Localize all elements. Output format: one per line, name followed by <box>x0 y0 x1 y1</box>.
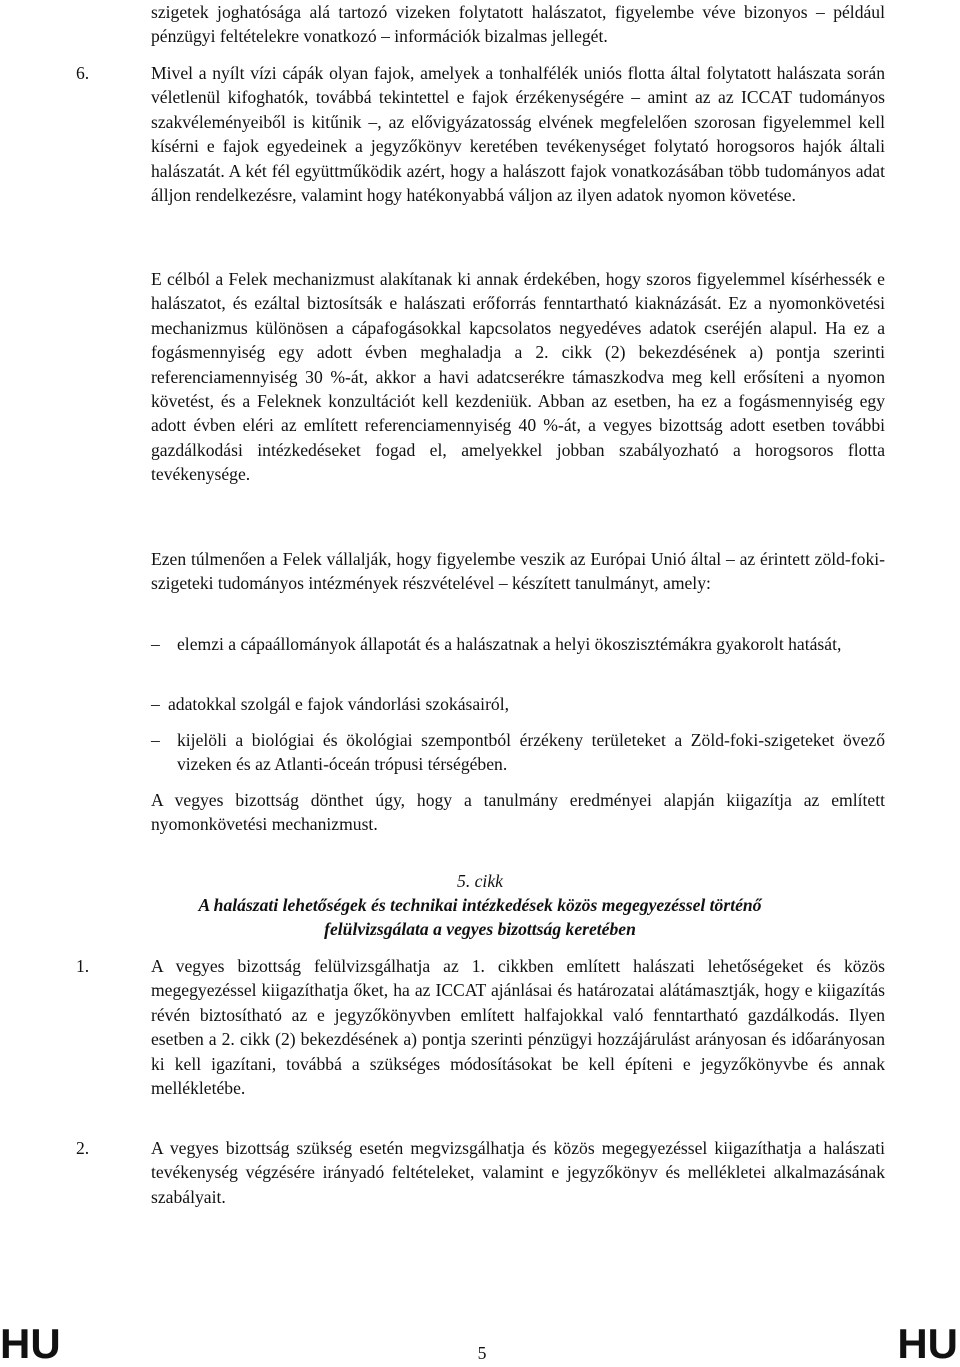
page-number: 5 <box>477 1343 487 1363</box>
language-code-right: HU <box>897 1320 958 1367</box>
article-title-line-1: A halászati lehetőségek és technikai intézkedések közös megegyezéssel történő <box>198 895 762 915</box>
bullet-item: elemzi a cápaállományok állapotát és a halászatnak a helyi ökoszisztémákra gyakorolt hatását, <box>177 634 842 654</box>
item6-paragraph-2: E célból a Felek mechanizmust alakítanak ki annak érdekében, hogy szoros figyelemmel kísérhessék e halászatot, és ezáltal biztosítsák e halászati erőforrás fenntartható kiaknázását. Ez a nyomonkövetési mechanizmus különösen a cápafogásokkal kapcsolatos negyedéves adatok cseréjén alapul. Ha ez a fogásmennyiség egy adott évben meghaladja a 2. cikk (2) bekezdésének a) pontja szerinti referenciamennyiség 30 %-át, akkor a havi adatcserékre támaszkodva meg kell erősíteni a nyomon követést, és a Feleknek konzultációt kell kezdeniük. Abban az esetben, ha ez a fogásmennyiség egy adott évben eléri az említett referenciamennyiség 40 %-át, a vegyes bizottság adott esetben további gazdálkodási intézkedéseket fogad el, amelyekkel jobban szabályozható a horogsoros flotta tevékenysége. <box>151 269 885 485</box>
item6-paragraph-3: Ezen túlmenően a Felek vállalják, hogy figyelembe veszik az Európai Unió által – az érintett zöld-foki-szigeteki tudományos intézmények részvételével – készített tanulmányt, amely: <box>151 549 885 594</box>
language-code-left: HU <box>0 1320 61 1367</box>
item-number-6: 6. <box>76 63 90 83</box>
bullet-dash: – <box>151 730 160 750</box>
bullet-item: kijelöli a biológiai és ökológiai szempontból érzékeny területeket a Zöld-foki-szigeteket övező vizeken és az Atlanti-óceán trópusi térségében. <box>177 730 885 775</box>
intro-paragraph: szigetek joghatósága alá tartozó vizeken folytatott halászatot, figyelembe véve bizonyos – például pénzügyi feltételekre vonatkozó – információk bizalmas jellegét. <box>151 2 885 47</box>
article5-item-2-text: A vegyes bizottság szükség esetén megvizsgálhatja és közös megegyezéssel kiigazíthatja a halászati tevékenység végzésére irányadó feltételeket, valamint e jegyzőkönyv és mellékletei alkalmazásának szabályait. <box>151 1138 885 1207</box>
bullet-dash: – <box>151 634 160 654</box>
article-label: 5. cikk <box>457 871 503 891</box>
article5-item-number-1: 1. <box>76 956 90 976</box>
bullet-item: adatokkal szolgál e fajok vándorlási szokásairól, <box>168 694 510 714</box>
bullet-dash: – <box>151 694 160 714</box>
article5-item-number-2: 2. <box>76 1138 90 1158</box>
item6-paragraph-1: Mivel a nyílt vízi cápák olyan fajok, amelyek a tonhalfélék uniós flotta által folytatott halászata során véletlenül kifoghatók, továbbá tekintettel e fajok érzékenységére – amint az az ICCAT tudományos szakvéleményeiből is kitűnik –, az elővigyázatosság elvének megfelelően szorosan figyelemmel kell kísérni e fajok egyedeinek a jegyzőkönyv keretében tevékenységet folytató horogsoros hajók általi halászatát. A két fél együttműködik azért, hogy a halászott fajok vonatkozásában több tudományos adat álljon rendelkezésre, valamint hogy hatékonyabbá váljon az ilyen adatok nyomon követése. <box>151 63 885 206</box>
article-title-line-2: felülvizsgálata a vegyes bizottság keretében <box>324 919 636 939</box>
article5-item-1-text: A vegyes bizottság felülvizsgálhatja az 1. cikkben említett halászati lehetőségeket és közös megegyezéssel kiigazíthatja őket, ha az ICCAT ajánlásai és határozatai alátámasztják, hogy e kiigazítás révén biztosítható az e jegyzőkönyvben említett halfajokkal való fenntartható gazdálkodás. Ilyen esetben a 2. cikk (2) bekezdésének a) pontja szerinti pénzügyi hozzájárulást arányosan és időarányosan ki kell igazítani, továbbá a szükséges módosításokat be kell építeni e jegyzőkönyvbe és annak mellékletébe. <box>151 956 885 1099</box>
item6-paragraph-4: A vegyes bizottság dönthet úgy, hogy a tanulmány eredményei alapján kiigazítja az említett nyomonkövetési mechanizmust. <box>151 790 885 835</box>
